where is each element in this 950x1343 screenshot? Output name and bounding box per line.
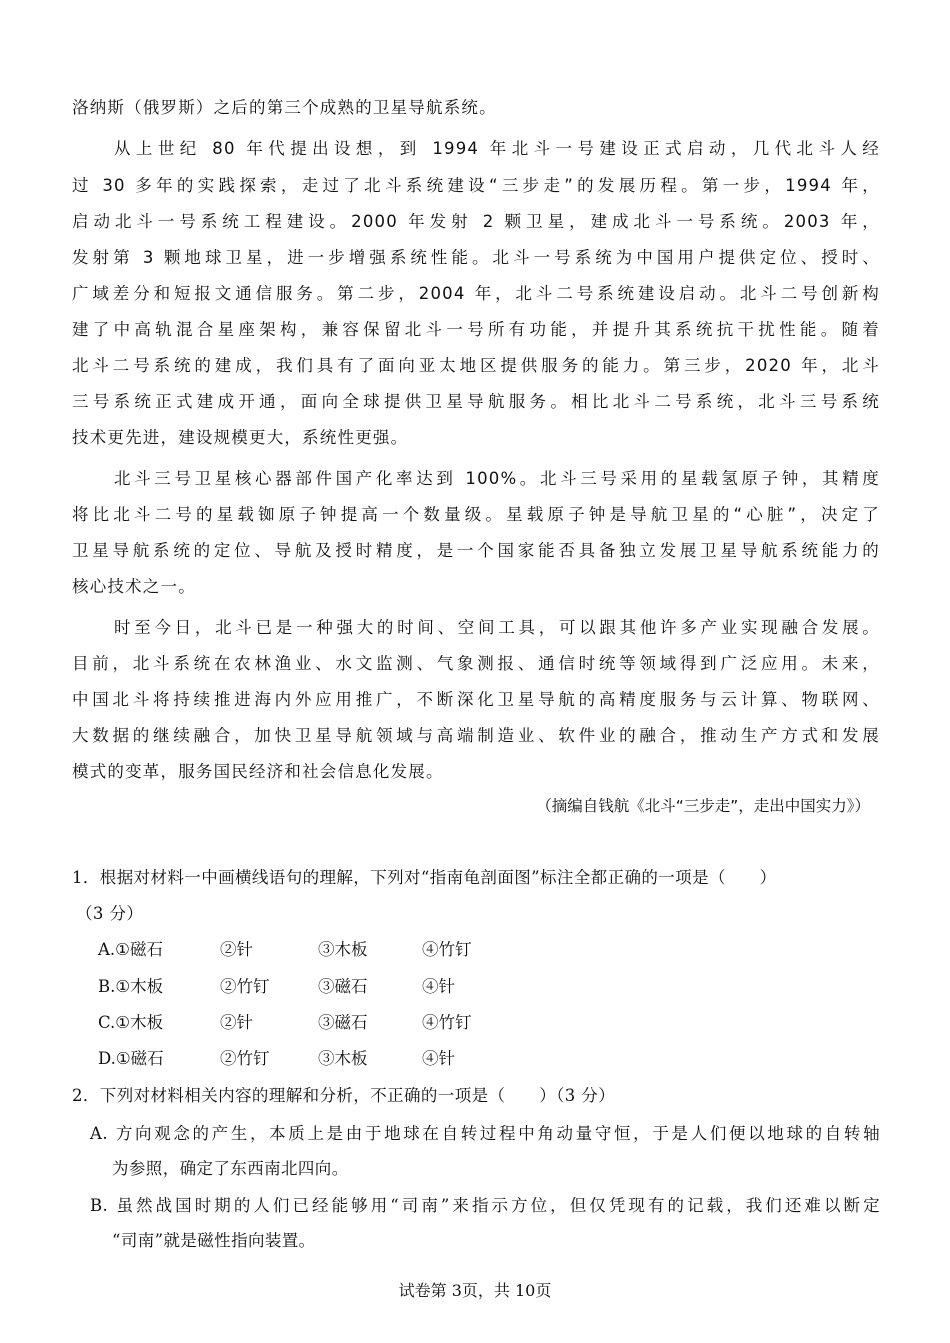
passage-line: 过 30 多年的实践探索，走过了北斗系统建设“三步走”的发展历程。第一步，1994 年， [72, 176, 880, 195]
page-footer: 试卷第 3页，共 10页 [398, 1281, 552, 1300]
passage-line: 目前，北斗系统在农林渔业、水文监测、气象测报、通信时统等领域得到广泛应用。未来， [72, 654, 880, 673]
passage-line: 将比北斗二号的星载铷原子钟提高一个数量级。星载原子钟是导航卫星的“心脏”，决定了 [72, 505, 880, 524]
option-part: ④针 [422, 1049, 455, 1068]
question-1-score: （3 分） [76, 904, 144, 923]
question-2-option-b[interactable]: B. 虽然战国时期的人们已经能够用“司南”来指示方位，但仅凭现有的记载，我们还难以断定 [90, 1196, 880, 1215]
passage-line: 北斗三号卫星核心器部件国产化率达到 100%。北斗三号采用的星载氢原子钟，其精度 [114, 469, 880, 488]
option-part: ③木板 [318, 940, 368, 959]
passage-line: 建了中高轨混合星座架构，兼容保留北斗一号所有功能，并提升其系统抗干扰性能。随着 [72, 320, 880, 339]
question-2-stem: 2．下列对材料相关内容的理解和分析，不正确的一项是（ ）（3 分） [72, 1086, 616, 1105]
option-part: ③磁石 [318, 1013, 368, 1032]
passage-line: 洛纳斯（俄罗斯）之后的第三个成熟的卫星导航系统。 [72, 98, 497, 117]
option-part: ②针 [220, 940, 253, 959]
option-part: ③磁石 [318, 977, 368, 996]
passage-line: 从上世纪 80 年代提出设想，到 1994 年北斗一号建设正式启动，几代北斗人经 [114, 139, 880, 158]
passage-line: 核心技术之一。 [72, 577, 196, 596]
passage-line: 启动北斗一号系统工程建设。2000 年发射 2 颗卫星，建成北斗一号系统。2003 年， [72, 212, 880, 231]
option-part: ②针 [220, 1013, 253, 1032]
question-2-option-b-cont: “司南”就是磁性指向装置。 [112, 1231, 316, 1250]
passage-line: 技术更先进，建设规模更大，系统性更强。 [72, 428, 409, 447]
passage-line: 时至今日，北斗已是一种强大的时间、空间工具，可以跟其他许多产业实现融合发展。 [114, 618, 880, 637]
option-part: D.①磁石 [98, 1049, 164, 1068]
option-part: ④针 [422, 977, 455, 996]
question-1-stem: 1．根据对材料一中画横线语句的理解，下列对“指南龟剖面图”标注全都正确的一项是（ ） [72, 868, 777, 887]
passage-line: 大数据的继续融合，加快卫星导航领域与高端制造业、软件业的融合，推动生产方式和发展 [72, 726, 880, 745]
question-2-option-a-cont: 为参照，确定了东西南北四向。 [112, 1159, 349, 1178]
option-part: ②竹钉 [220, 1049, 270, 1068]
passage-line: 北斗二号系统的建成，我们具有了面向亚太地区提供服务的能力。第三步，2020 年，北斗 [72, 356, 880, 375]
question-2-option-a[interactable]: A. 方向观念的产生，本质上是由于地球在自转过程中角动量守恒，于是人们便以地球的自转轴 [90, 1124, 880, 1143]
passage-line: 发射第 3 颗地球卫星，进一步增强系统性能。北斗一号系统为中国用户提供定位、授时、 [72, 248, 880, 267]
option-part: ②竹钉 [220, 977, 270, 996]
option-part: A.①磁石 [98, 940, 163, 959]
option-part: C.①木板 [98, 1013, 164, 1032]
option-part: ④竹钉 [422, 940, 472, 959]
passage-line: 卫星导航系统的定位、导航及授时精度，是一个国家能否具备独立发展卫星导航系统能力的 [72, 541, 880, 560]
option-part: B.①木板 [98, 977, 164, 996]
passage-line: 广域差分和短报文通信服务。第二步，2004 年，北斗二号系统建设启动。北斗二号创新构 [72, 284, 880, 303]
option-part: ④竹钉 [422, 1013, 472, 1032]
passage-source: （摘编自钱航《北斗“三步走”，走出中国实力》） [536, 797, 870, 815]
passage-line: 模式的变革，服务国民经济和社会信息化发展。 [72, 762, 444, 781]
option-part: ③木板 [318, 1049, 368, 1068]
passage-line: 三号系统正式建成开通，面向全球提供卫星导航服务。相比北斗二号系统，北斗三号系统 [72, 392, 880, 411]
passage-line: 中国北斗将持续推进海内外应用推广，不断深化卫星导航的高精度服务与云计算、物联网、 [72, 690, 880, 709]
